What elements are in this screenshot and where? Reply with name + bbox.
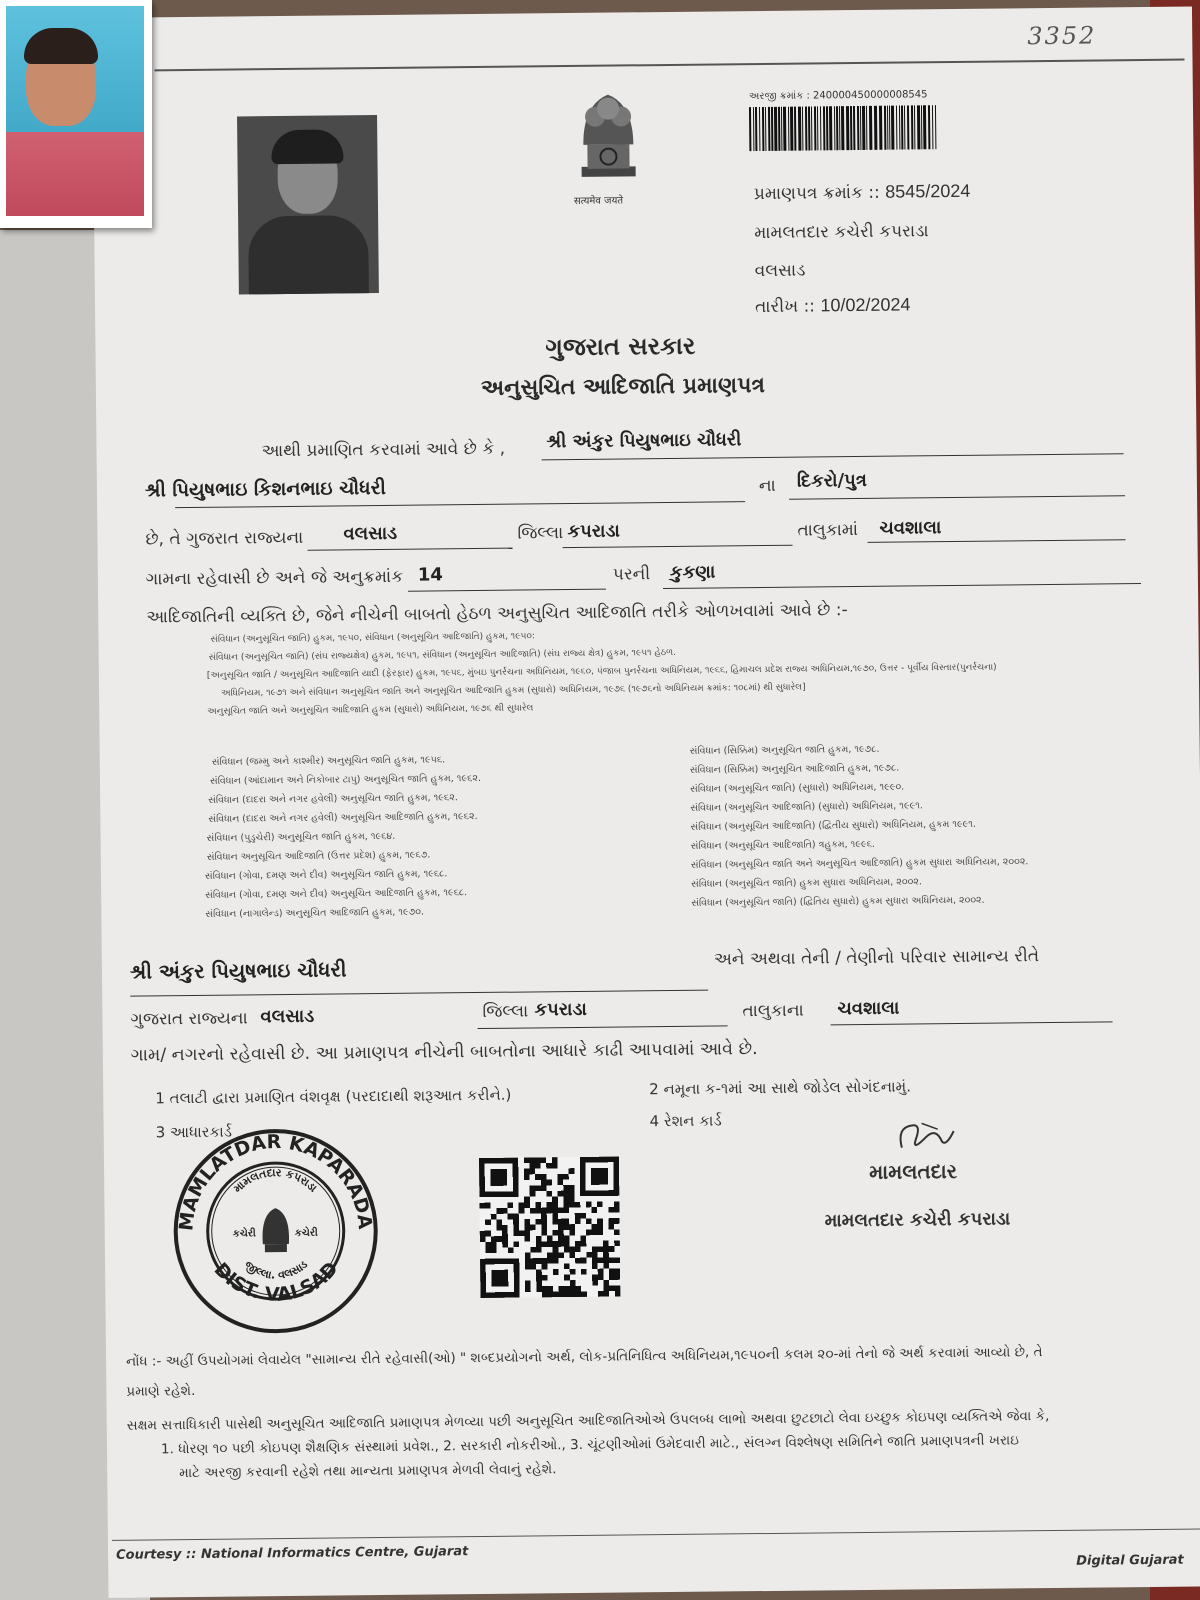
- order-left: સંવિધાન (પુડુચેરી) અનુસૂચિત જાતિ હુકમ, ૧૯૬૪.: [206, 830, 396, 844]
- note-line: પ્રમાણે રહેશે.: [126, 1382, 196, 1400]
- order-right: સંવિધાન (સિક્કિમ) અનુસૂચિત આદિજાતિ હુકમ, ૧૯૭૮.: [689, 762, 900, 776]
- tribe-value: કુકણા: [669, 561, 716, 583]
- order-right: સંવિધાન (સિક્કિમ) અનુસૂચિત જાતિ હુકમ, ૧૯૭૮.: [689, 743, 880, 757]
- order-right: સંવિધાન (અનુસૂચિત જાતિ) (દ્વિતિય સુધારો) હુકમ સુધારા અધિનિયમ, ૨૦૦૨.: [691, 894, 985, 909]
- taluka-label: તાલુકામાં: [797, 520, 859, 541]
- order-right: સંવિધાન (અનુસૂચિત જાતિ) (સુધારો) અધિનિયમ, ૧૯૯૦.: [690, 781, 905, 795]
- certify-prefix: આથી પ્રમાણિત કરવામાં આવે છે કે ,: [261, 438, 506, 462]
- underline: [831, 1021, 1113, 1025]
- order-right: સંવિધાન (અનુસૂચિત આદિજાતિ) ત્રહુકમ, ૧૯૯૬.: [690, 838, 875, 852]
- underline: [789, 495, 1125, 500]
- underline: [542, 453, 1124, 460]
- order-left: સંવિધાન અનુસૂચિત આદિજાતિ (ઉત્તર પ્રદેશ) હુકમ, ૧૯૬૭.: [206, 849, 431, 863]
- basis-text: ગામ/ નગરનો રહેવાસી છે. આ પ્રમાણપત્ર નીચેની બાબતોના આધારે કાઢી આપવામાં આવે છે.: [130, 1039, 758, 1066]
- seal-inner-left-text: કચેરી: [232, 1228, 256, 1240]
- signatory-office: મામલતદાર કચેરી કપરાડા: [824, 1208, 1011, 1232]
- candidate-name: શ્રી અંકુર પિયુષભાઇ ચૌધરી: [546, 429, 742, 453]
- seal-outer-top-text: MAMLATDAR KAPARADA: [175, 1131, 376, 1232]
- legal-ref: સંવિધાન (અનુસૂચિત જાતિ) હુકમ, ૧૯૫૦, સંવિધાન (અનુસૂચિત આદિજાતિ) હુકમ, ૧૯૫૦:: [210, 631, 535, 645]
- issuing-office: મામલતદાર કચેરી કપરાડા: [754, 221, 929, 244]
- date-label: તારીખ ::: [754, 296, 816, 318]
- qr-code: [479, 1157, 620, 1298]
- barcode: [749, 105, 975, 151]
- handwritten-number: 3352: [1027, 21, 1097, 51]
- signatory-title: મામલતદાર: [869, 1159, 958, 1184]
- order-left: સંવિધાન (ગોવા, દમણ અને દીવ) અનુસૂચિત આદિજાતિ હુકમ, ૧૯૬૮.: [205, 887, 468, 901]
- footer-courtesy: Courtesy :: National Informatics Centre, Gujarat: [116, 1544, 469, 1563]
- par-label: પરની: [612, 564, 651, 585]
- seal-inner-top-text: મામલતદાર કપરાડા: [230, 1166, 320, 1196]
- order-left: સંવિધાન (નાગાલેન્ડ) અનુસૂચિત આદિજાતિ હુકમ, ૧૯૭૦.: [205, 906, 425, 920]
- resident-name: શ્રી અંકુર પિયુષભાઇ ચૌધરી: [129, 957, 347, 984]
- footer-brand: Digital Gujarat: [1076, 1552, 1184, 1569]
- underline: [478, 1025, 728, 1029]
- date-row: [755, 294, 911, 317]
- residence-taluka-label: તાલુકાના: [742, 1000, 804, 1022]
- legal-ref: [અનુસૂચિત જાતિ / અનુસૂચિત આદિજાતિ યાદી (ફેરફાર) હુકમ, ૧૯૫૬, મુંબઇ પુનર્રચના અધિનિયમ, ૧૯૬૦, પંજાબ પુનર્રચના અધિનિયમ, ૧૯૬૬, હિમાચલ પ્રદેશ રાજ્ય અધિનિયમ,૧૯૭૦, ઉત્તર - પૂર્વીય વિસ્તાર(પુનર્રચના): [206, 662, 997, 681]
- relation: દિકરો/પુત્ર: [796, 469, 867, 492]
- order-right: સંવિધાન (અનુસૂચિત જાતિ) હુકમ સુધારા અધિનિયમ, ૨૦૦૨.: [691, 876, 922, 890]
- father-name: શ્રી પિયુષભાઇ કિશનભાઇ ચૌધરી: [144, 476, 387, 502]
- seal-outer-bottom-text: DIST. VALSAD: [209, 1257, 343, 1306]
- village-value: ચવશાલા: [879, 517, 942, 539]
- legal-ref: અધિનિયમ, ૧૯૭૧ અને સંવિધાન અનુસૂચિત જાતિ અને અનુસૂચિત આદિજાતિ હુકમ (સુધારો) અધિનિયમ, ૧૯૭૬ (૧૯૭૬નો અધિનિયમ ક્રમાંક: ૧૦૮માં) થી સુધારેલ]: [221, 682, 806, 699]
- district-value: વલસાડ: [343, 522, 398, 545]
- order-left: સંવિધાન (ગોવા, દમણ અને દીવ) અનુસૂચિત જાતિ હુકમ, ૧૯૬૮.: [204, 868, 448, 882]
- underline: [408, 589, 606, 592]
- taluka-value: કપરાડા: [567, 520, 620, 543]
- residence-district: વલસાડ: [260, 1005, 315, 1028]
- national-emblem-icon: [563, 84, 654, 195]
- top-border-line: [155, 59, 1185, 72]
- footer-divider: [112, 1528, 1200, 1540]
- issue-date: 10/02/2024: [820, 294, 911, 316]
- candidate-photo: [237, 115, 379, 294]
- order-right: સંવિધાન (અનુસૂચિત આદિજાતિ) (દ્વિતીય સુધારો) અધિનિયમ, હુકમ ૧૯૯૧.: [690, 818, 976, 833]
- residence-state-prefix: ગુજરાત રાજ્યના: [130, 1008, 248, 1030]
- state-prefix: છે, તે ગુજરાત રાજ્યના: [145, 527, 304, 550]
- seal-emblem-icon: [262, 1208, 289, 1252]
- order-left: સંવિધાન (આંદામાન અને નિકોબાર ટાપુ) અનુસૂચિત જાતિ હુકમ, ૧૯૬૨.: [209, 772, 482, 787]
- underline: [563, 545, 793, 548]
- residence-district-label: જિલ્લા: [482, 1001, 529, 1022]
- certificate-number-label: પ્રમાણપત્ર ક્રમાંક ::: [753, 182, 880, 205]
- application-number: અરજી ક્રમાંક : 240000450000008545: [748, 89, 928, 103]
- underline: [175, 501, 745, 508]
- office-seal: [170, 1125, 382, 1337]
- order-right: સંવિધાન (અનુસૂચિત આદિજાતિ) (સુધારો) અધિનિયમ, ૧૯૯૧.: [690, 800, 923, 814]
- seal-inner-right-text: કચેરી: [294, 1227, 318, 1239]
- serial-number: 14: [417, 564, 444, 586]
- emblem-caption: सत्यमेव जयते: [573, 195, 624, 207]
- government-title: ગુજરાત સરકાર: [545, 331, 696, 362]
- resident-text: ગામના રહેવાસી છે અને જે અનુક્રમાંક: [145, 566, 404, 590]
- issuing-district: વલસાડ: [754, 260, 806, 282]
- underline: [868, 539, 1126, 543]
- note-line: નોંધ :- અહીં ઉપયોગમાં લેવાયેલ "સામાન્ય રીતે રહેવાસી(ઓ) " શબ્દપ્રયોગનો અર્થ, લોક-પ્રતિનિધિત્વ અધિનિયમ,૧૯૫૦ની કલમ ૨૦-માં તેનો જે અર્થ કરવામાં આવ્યો છે, તે: [125, 1344, 1043, 1370]
- na-label: ના: [758, 475, 776, 497]
- order-left: સંવિધાન (દાદરા અને નગર હવેલી) અનુસૂચિત આદિજાતિ હુકમ, ૧૯૬૨.: [208, 811, 478, 825]
- certificate-number-row: [754, 181, 971, 204]
- residence-village: ચવશાલા: [837, 997, 900, 1020]
- underline: [130, 990, 708, 997]
- tribe-text: આદિજાતિની વ્યક્તિ છે, જેને નીચેની બાબતો હેઠળ અનુસુચિત આદિજાતિ તરીકે ઓળખવામાં આવે છે :-: [146, 600, 848, 628]
- pasted-color-photo: [0, 0, 152, 228]
- basis-item: 2 નમૂના ક-૧માં આ સાથે જોડેલ સોગંદનામું.: [649, 1077, 912, 1099]
- basis-item: 1 તલાટી દ્વારા પ્રમાણિત વંશવૃક્ષ (પરદાદાથી શરૂઆત કરીને.): [155, 1085, 512, 1108]
- district-label: જિલ્લા: [517, 523, 564, 544]
- note-line: માટે અરજી કરવાની રહેશે તથા માન્યતા પ્રમાણપત્ર મેળવી લેવાનું રહેશે.: [179, 1461, 557, 1482]
- family-text: અને અથવા તેની / તેણીનો પરિવાર સામાન્ય રીતે: [713, 946, 1040, 970]
- basis-item: 3 આધારકાર્ડ: [155, 1122, 233, 1142]
- order-left: સંવિધાન (દાદરા અને નગર હવેલી) અનુસૂચિત જાતિ હુકમ, ૧૯૬૨.: [208, 792, 458, 806]
- seal-inner-bottom-text: જીલ્લા. વલસાડ: [242, 1257, 311, 1282]
- residence-taluka: કપરાડા: [534, 998, 587, 1021]
- note-line: 1. ધોરણ ૧૦ પછી કોઇપણ શૈક્ષણિક સંસ્થામાં પ્રવેશ., 2. સરકારી નોકરીઓ., 3. ચૂંટણીઓમાં ઉમેદવારી માટે., સંલગ્ન વિશ્લેષણ સમિતિને જાતિ પ્રમાણપત્રની ખરાઇ: [160, 1432, 1019, 1458]
- underline: [308, 548, 513, 551]
- legal-ref: અનુસૂચિત જાતિ અને અનુસૂચિત આદિજાતિ હુકમ (સુધારો) અધિનિયમ, ૧૯૭૬ થી સુધારેલ: [207, 703, 534, 717]
- certificate-page: [92, 6, 1200, 1597]
- legal-ref: સંવિધાન (અનુસૂચિત જાતિ) (સંઘ રાજ્યક્ષેત્ર) હુકમ, ૧૯૫૧, સંવિધાન (અનુસૂચિત આદિજાતિ) (સંઘ રાજ્ય ક્ષેત્ર) હુકમ, ૧૯૫૧ હેઠળ.: [208, 647, 677, 663]
- note-line: સક્ષમ સત્તાધિકારી પાસેથી અનુસૂચિત આદિજાતિ પ્રમાણપત્ર મેળવ્યા પછી અનુસૂચિત આદિજાતિઓએ ઉપલબ્ધ લાભો અથવા છુટછાટો લેવા ઇચ્છુક કોઇપણ વ્યક્તિએ જેવા કે,: [126, 1408, 1050, 1434]
- signature-scribble: [892, 1117, 962, 1158]
- basis-item: 4 રેશન કાર્ડ: [649, 1111, 722, 1131]
- underline: [663, 583, 1141, 589]
- certificate-title: અનુસુચિત આદિજાતિ પ્રમાણપત્ર: [480, 372, 766, 401]
- certificate-number: 8545/2024: [885, 180, 971, 202]
- order-right: સંવિધાન (અનુસૂચિત જાતિ અને અનુસૂચિત આદિજાતિ) હુકમ સુધારા અધિનિયમ, ૨૦૦૨.: [690, 856, 1029, 871]
- order-left: સંવિધાન (જમ્મુ અને કાશ્મીર) અનુસૂચિત જાતિ હુકમ, ૧૯૫૬.: [211, 754, 446, 768]
